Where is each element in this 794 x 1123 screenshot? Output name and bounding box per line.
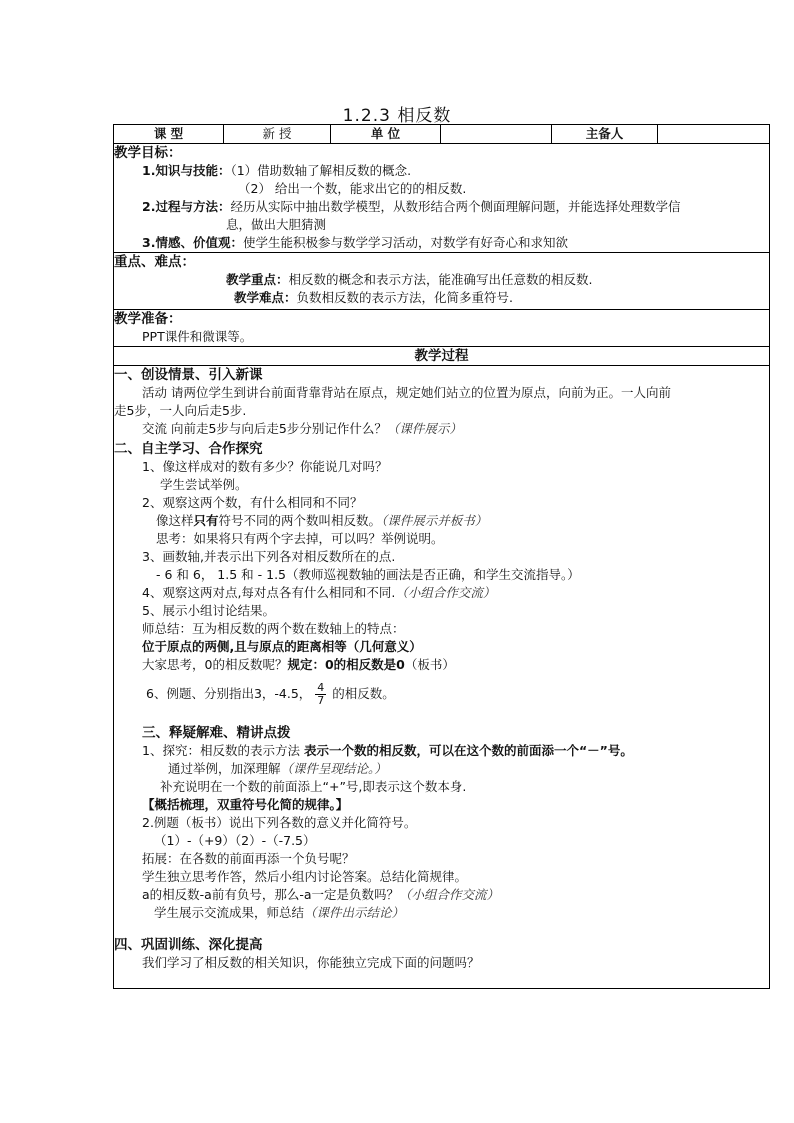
zero-question: 大家思考，0的相反数呢？	[142, 657, 288, 672]
q6-post: 的相反数。	[332, 686, 395, 701]
unit-value	[441, 125, 552, 144]
section-1-note: （课件展示）	[386, 421, 462, 436]
section-3-heading: 三、释疑解难、精讲点拨	[142, 725, 291, 741]
s3-line-3: 补充说明在一个数的前面添上“+”号,即表示这个数本身.	[160, 779, 467, 794]
section-4-heading: 四、巩固训练、深化提高	[114, 937, 263, 953]
s3-line-2: 通过举例，加深理解	[168, 761, 281, 776]
s3-line-5: 2.例题（板书）说出下列各数的意义并化简符号。	[142, 815, 417, 830]
q2-think: 思考：如果将只有两个字去掉，可以吗？举例说明。	[156, 531, 444, 546]
s3-line-9: a的相反数-a前有负号，那么-a一定是负数吗？	[142, 887, 400, 902]
emotion-label: 3.情感、价值观：	[142, 235, 243, 250]
s3-line-8: 学生独立思考作答，然后小组内讨论答案。总结化简规律。	[142, 869, 468, 884]
keypoints-heading: 重点、难点：	[114, 254, 195, 270]
unit-label: 单 位	[331, 125, 441, 144]
q2-def-post: 符号不同的两个数叫相反数。	[218, 513, 382, 528]
knowledge-item-2: （2） 给出一个数，能求出它的的相反数.	[238, 181, 467, 196]
q4-note: （小组合作交流）	[395, 585, 496, 600]
s3-line-10: 学生展示交流成果，师总结	[154, 905, 305, 920]
q1: 1、像这样成对的数有多少？你能说几对吗？	[142, 459, 388, 474]
key-point-label: 教学重点：	[226, 272, 289, 287]
key-point-text: 相反数的概念和表示方法，能准确写出任意数的相反数.	[288, 272, 593, 287]
q2-note: （课件展示并板书）	[381, 513, 488, 528]
emotion-text: 使学生能积极参与数学学习活动，对数学有好奇心和求知欲	[242, 235, 568, 250]
q2-def-pre: 像这样	[156, 513, 194, 528]
section-1-line-3: 交流 向前走5步与向后走5步分别记作什么？	[142, 421, 387, 436]
section-1-line-2: 走5步，一人向后走5步.	[114, 403, 247, 418]
q3: 3、画数轴,并表示出下列各对相反数所在的点.	[142, 549, 396, 564]
header-row	[114, 125, 770, 144]
prep-heading: 教学准备：	[114, 311, 182, 327]
zero-rule: 规定：0的相反数是0	[287, 657, 405, 672]
prep-row	[114, 310, 770, 347]
process-heading-row	[114, 347, 770, 366]
fraction	[315, 682, 326, 707]
q5: 5、展示小组讨论结果。	[142, 603, 275, 618]
preparer-value	[658, 125, 770, 144]
s3-line-6: （1）-（+9）（2）-（-7.5）	[154, 833, 316, 848]
s3-line-4: 【概括梳理，双重符号化简的规律。】	[142, 797, 349, 812]
knowledge-label: 1.知识与技能：	[142, 163, 231, 178]
summary-1: 师总结：互为相反数的两个数在数轴上的特点：	[142, 621, 405, 636]
s3-line-1-bold: 表示一个数的相反数，可以在这个数的前面添一个“－”号。	[303, 743, 633, 758]
q1-answer: 学生尝试举例。	[160, 477, 248, 492]
q4: 4、观察这两对点,每对点各有什么相同和不同.	[142, 585, 396, 600]
course-type-value: 新 授	[224, 125, 331, 144]
process-method-text-1: 经历从实际中抽出数学模型，从数形结合两个侧面理解问题，并能选择处理数学信	[230, 199, 681, 214]
s3-line-2-note: （课件呈现结论。）	[280, 761, 387, 776]
objectives-heading: 教学目标：	[114, 145, 182, 161]
summary-2: 位于原点的两侧,且与原点的距离相等（几何意义）	[142, 639, 422, 654]
process-body-row	[114, 366, 770, 989]
objectives-row	[114, 144, 770, 253]
q2-def-bold: 只有	[193, 513, 219, 528]
knowledge-item-1: （1）借助数轴了解相反数的概念.	[230, 163, 412, 178]
process-method-label: 2.过程与方法：	[142, 199, 231, 214]
difficulty-label: 教学难点：	[234, 290, 297, 305]
lesson-plan-table	[113, 124, 770, 989]
fraction-denominator: 7	[317, 694, 325, 707]
section-1-heading: 一、创设情景、引入新课	[114, 367, 263, 383]
difficulty-text: 负数相反数的表示方法，化简多重符号.	[296, 290, 513, 305]
s3-line-1-pre: 1、探究：相反数的表示方法	[142, 743, 304, 758]
page-title: 1.2.3 相反数	[342, 106, 452, 126]
q3-pairs: - 6 和 6， 1.5 和 - 1.5（教师巡视数轴的画法是否正确，和学生交流指导。）	[156, 567, 580, 582]
preparer-label: 主备人	[552, 125, 658, 144]
course-type-label: 课 型	[114, 125, 224, 144]
process-method-text-2: 息，做出大胆猜测	[226, 217, 327, 232]
s4-line-1: 我们学习了相反数的相关知识，你能独立完成下面的问题吗？	[142, 955, 480, 970]
s3-line-7: 拓展：在各数的前面再添一个负号呢？	[142, 851, 355, 866]
s3-line-10-note: （课件出示结论）	[304, 905, 405, 920]
zero-note: （板书）	[404, 657, 455, 672]
prep-text: PPT课件和微课等。	[142, 329, 253, 344]
section-1-line-1: 活动 请两位学生到讲台前面背靠背站在原点，规定她们站立的位置为原点，向前为正。一人向前	[142, 385, 671, 400]
keypoints-row	[114, 253, 770, 310]
q6-pre: 6、例题、分别指出3，-4.5，	[146, 686, 312, 701]
process-heading: 教学过程	[114, 347, 770, 366]
q2: 2、观察这两个数，有什么相同和不同？	[142, 495, 363, 510]
fraction-numerator: 4	[317, 681, 325, 694]
section-2-heading: 二、自主学习、合作探究	[114, 441, 263, 457]
s3-line-9-note: （小组合作交流）	[399, 887, 500, 902]
